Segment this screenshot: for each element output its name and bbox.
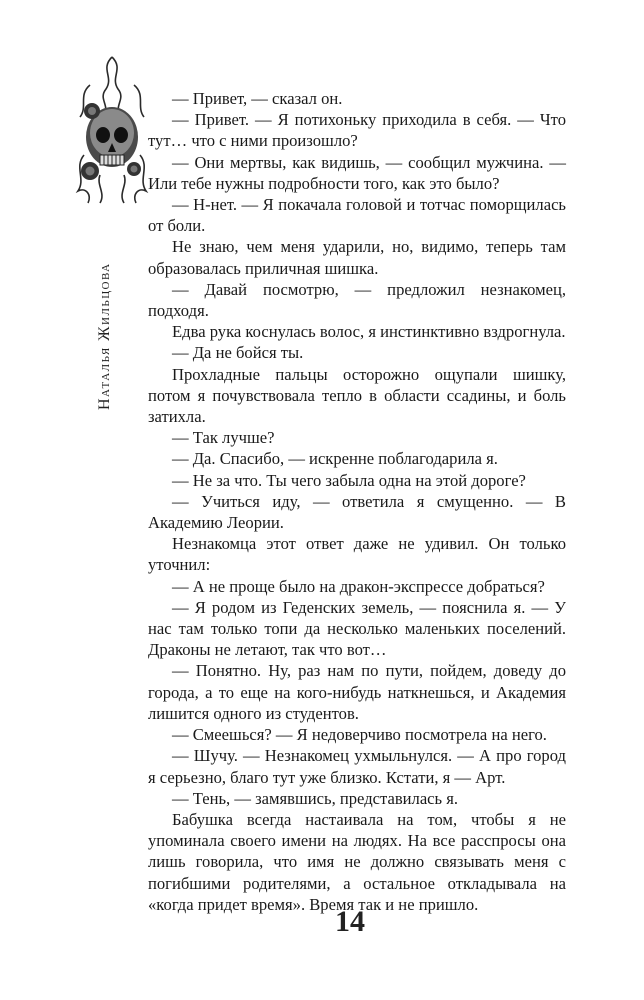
- paragraph: — А не проще было на дракон-экспрессе добраться?: [172, 576, 545, 596]
- paragraph: — Учиться иду, — ответила я смущенно. — В Академию Леории.: [148, 491, 566, 533]
- paragraph: — Тень, — замявшись, представилась я.: [172, 788, 459, 808]
- paragraph: — Н-нет. — Я покачала головой и тотчас поморщилась от боли.: [148, 195, 566, 236]
- paragraph: — Я родом из Геденских земель, — пояснила я. — У нас там только топи да несколько маленьких поселений. Драконы не летают, так что вот…: [148, 597, 566, 660]
- paragraph: Не знаю, чем меня ударили, но, видимо, теперь там образовалась приличная шишка.: [148, 237, 566, 278]
- paragraph: — Они мертвы, как видишь, — сообщил мужчина. — Или тебе нужны подробности того, как это было?: [148, 152, 566, 193]
- paragraph: Бабушка всегда настаивала на том, чтобы я не упоминала своего имени на людях. На все расспросы она лишь говорила, что имя не должно связывать меня с погибшими родителями, а остальное откладывала на «когда придет время». Время так и не пришло.: [148, 809, 566, 914]
- paragraph: — Да. Спасибо, — искренне поблагодарила я.: [172, 449, 498, 469]
- paragraph: — Смеешься? — Я недоверчиво посмотрела на него.: [172, 725, 547, 745]
- skull-ornament-icon: [70, 55, 154, 205]
- paragraph: — Так лучше?: [172, 428, 275, 448]
- paragraph: — Шучу. — Незнакомец ухмыльнулся. — А про город я серьезно, благо тут уже близко. Кстати, я — Арт.: [148, 746, 566, 787]
- paragraph: — Привет. — Я потихоньку приходила в себя. — Что тут… что с ними произошло?: [148, 110, 566, 151]
- paragraph: — Привет, — сказал он.: [172, 89, 343, 108]
- paragraph: — Да не бойся ты.: [172, 343, 304, 363]
- body-text: [148, 88, 566, 915]
- running-head-author: Наталья Жильцова: [96, 262, 113, 410]
- paragraph: — Давай посмотрю, — предложил незнакомец, подходя.: [148, 279, 566, 321]
- paragraph: — Понятно. Ну, раз нам по пути, пойдем, доведу до города, а то еще на кого-нибудь наткнешься, и Академия лишится одного из студентов.: [148, 661, 566, 723]
- paragraph: Незнакомца этот ответ даже не удивил. Он только уточнил:: [148, 534, 566, 575]
- page-number: 14: [335, 905, 365, 938]
- paragraph: Прохладные пальцы осторожно ощупали шишку, потом я почувствовала тепло в области ссадины, и боль затихла.: [148, 364, 566, 427]
- paragraph: — Не за что. Ты чего забыла одна на этой дороге?: [172, 470, 526, 490]
- paragraph: Едва рука коснулась волос, я инстинктивно вздрогнула.: [172, 322, 566, 342]
